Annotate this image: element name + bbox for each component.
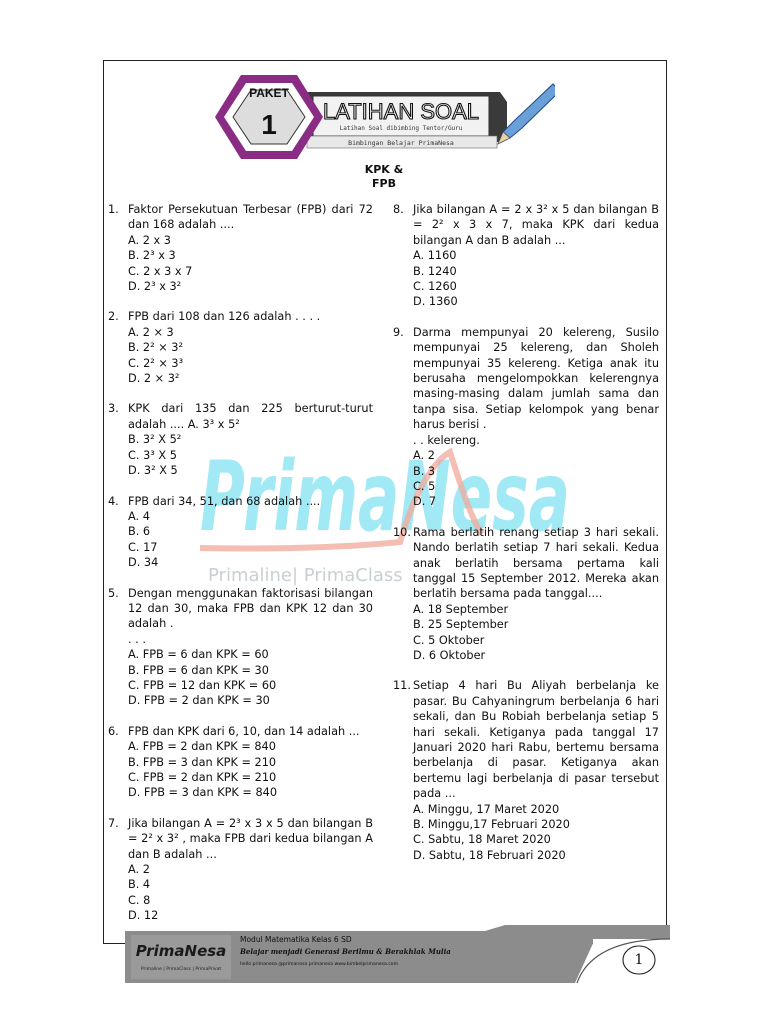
- answer-option: A. FPB = 2 dan KPK = 840: [128, 740, 276, 754]
- question-number: 2.: [108, 310, 119, 324]
- answer-option: B. 2² × 3²: [128, 341, 184, 355]
- paket-number: 1: [261, 109, 277, 140]
- footer-banner: [125, 925, 670, 987]
- answer-option: B. 25 September: [413, 618, 509, 632]
- question-stem: Faktor Persekutuan Terbesar (FPB) dari 72 dan 168 adalah ....: [128, 203, 373, 232]
- question-number: 11.: [393, 679, 411, 693]
- paket-label: PAKET: [249, 86, 289, 100]
- question-stem: Rama berlatih renang setiap 3 hari sekali. Nando berlatih setiap 7 hari sekali. Kedua anak berlatih bersama pertama kali tanggal 15 September 2012. Mereka akan berlatih bersama pada tanggal....: [413, 525, 659, 601]
- answer-option: A. FPB = 6 dan KPK = 60: [128, 648, 269, 662]
- header-org: Bimbingan Belajar PrimaNesa: [348, 139, 454, 147]
- answer-option: B. 3² X 5²: [128, 433, 182, 447]
- question-stem: FPB dari 34, 51, dan 68 adalah ....: [128, 494, 321, 508]
- answer-option: B. FPB = 3 dan KPK = 210: [128, 755, 277, 769]
- question-stem: FPB dan KPK dari 6, 10, dan 14 adalah ...: [128, 724, 360, 738]
- answer-option: C. 17: [128, 540, 158, 554]
- answer-option: B. 4: [128, 878, 151, 892]
- question-stem: KPK dari 135 dan 225 berturut-turut adalah .... A. 3³ x 5²: [128, 402, 373, 431]
- question-stem: Jika bilangan A = 2 x 3² x 5 dan bilangan B = 2² x 3 x 7, maka KPK dari kedua bilangan A dan B adalah ...: [413, 203, 659, 247]
- answer-option: D. 7: [413, 495, 437, 509]
- answer-option: B. 3: [413, 464, 436, 478]
- subtitle-line-1: KPK &: [364, 163, 404, 176]
- answer-option: B. Minggu,17 Februari 2020: [413, 818, 570, 832]
- answer-option: C. 3³ X 5: [128, 448, 177, 462]
- watermark-text: PrimaNesa: [200, 441, 570, 553]
- question-stem: Jika bilangan A = 2³ x 3 x 5 dan bilangan B = 2² x 3² , maka FPB dari kedua bilangan A dan B adalah ...: [128, 816, 373, 861]
- answer-option: A. 4: [128, 509, 150, 523]
- footer-brand: PrimaNesa: [135, 942, 227, 960]
- answer-option: C. 8: [128, 893, 151, 907]
- answer-option: D. 12: [128, 909, 159, 923]
- answer-option: C. FPB = 2 dan KPK = 210: [128, 771, 277, 784]
- header-tagline: Latihan Soal dibimbing Tentor/Guru: [339, 125, 463, 132]
- answer-option: A. 2 x 3: [128, 233, 171, 247]
- question-item: [108, 401, 373, 478]
- footer-slogan: Belajar menjadi Generasi Berilmu & Berakhlak Mulia: [240, 947, 451, 956]
- footer-module: Modul Matematika Kelas 6 SD: [240, 935, 352, 944]
- answer-option: C. 5 Oktober: [413, 633, 485, 647]
- question-item: [393, 525, 659, 664]
- questions-column-right: [393, 202, 659, 878]
- answer-option: D. 34: [128, 556, 159, 570]
- answer-option: . . kelereng.: [413, 433, 480, 447]
- question-stem: Dengan menggunakan faktorisasi bilangan 12 dan 30, maka FPB dan KPK 12 dan 30 adalah .: [128, 586, 373, 631]
- footer-brand-sub: Primaline | PrimaClass | PrimaPrivat: [140, 967, 222, 972]
- answer-option: D. 1360: [413, 295, 458, 309]
- subtitle-line-2: FPB: [372, 177, 396, 190]
- answer-option: B. 6: [128, 525, 151, 539]
- header-title: LATIHAN SOAL: [322, 99, 480, 124]
- answer-option: A. 2 × 3: [128, 325, 174, 339]
- answer-option: D. FPB = 2 dan KPK = 30: [128, 694, 270, 708]
- question-stem: Setiap 4 hari Bu Aliyah berbelanja ke pasar. Bu Cahyaningrum berbelanja 6 hari sekali, dan Bu Robiah berbelanja setiap 5 hari sekali. Ketiganya pada tanggal 17 Januari 2020 hari Rabu, bertemu bersama berbelanja di pasar. Ketiganya akan bertemu lagi berbelanja di pasar tersebut pada ...: [413, 679, 659, 801]
- header-banner: [215, 72, 555, 162]
- answer-option: D. Sabtu, 18 Februari 2020: [413, 848, 566, 862]
- question-number: 1.: [108, 203, 119, 216]
- question-item: [108, 724, 373, 801]
- page-subtitle: [330, 163, 438, 191]
- footer-contacts: hello primanesa @primanesa primanesa www.bimbelprimanesa.com: [240, 962, 399, 967]
- answer-option: A. 2: [413, 449, 435, 463]
- question-stem: FPB dari 108 dan 126 adalah . . . .: [128, 310, 321, 324]
- question-number: 10.: [393, 525, 411, 539]
- answer-option: D. 6 Oktober: [413, 648, 486, 662]
- answer-option: C. 2² × 3³: [128, 356, 184, 370]
- answer-option: . . .: [128, 632, 146, 646]
- question-stem: Darma mempunyai 20 kelereng, Susilo mempunyai 25 kelereng, dan Sholeh mempunyai 35 kelereng. Ketiga anak itu berusaha mengelompokkan kelerengnya masing-masing dalam jumlah sama dan tanpa sisa. Setiap kelompok yang benar harus berisi .: [413, 325, 659, 432]
- question-item: [108, 816, 373, 924]
- answer-option: D. 2³ x 3²: [128, 280, 182, 294]
- answer-option: C. 2 x 3 x 7: [128, 264, 193, 278]
- question-number: 4.: [108, 494, 119, 508]
- question-number: 5.: [108, 586, 119, 600]
- answer-option: C. Sabtu, 18 Maret 2020: [413, 833, 551, 847]
- answer-option: A. 2: [128, 863, 150, 877]
- answer-option: A. 1160: [413, 249, 457, 263]
- question-number: 8.: [393, 203, 404, 216]
- question-item: [108, 309, 373, 386]
- question-number: 7.: [108, 816, 119, 830]
- question-item: [108, 586, 373, 709]
- question-number: 6.: [108, 724, 119, 738]
- answer-option: C. 1260: [413, 280, 457, 294]
- questions-column-left: [108, 202, 373, 939]
- question-item: [393, 202, 659, 310]
- watermark-subtext: Primaline| PrimaClass: [208, 565, 403, 586]
- answer-option: D. FPB = 3 dan KPK = 840: [128, 786, 278, 800]
- question-item: [108, 202, 373, 294]
- question-item: [108, 494, 373, 571]
- answer-option: B. 1240: [413, 264, 457, 278]
- question-item: [393, 325, 659, 510]
- answer-option: D. 2 × 3²: [128, 372, 180, 386]
- question-number: 9.: [393, 325, 404, 339]
- question-number: 3.: [108, 402, 119, 416]
- answer-option: D. 3² X 5: [128, 464, 178, 478]
- answer-option: A. Minggu, 17 Maret 2020: [413, 802, 560, 816]
- page-number: 1: [634, 952, 644, 968]
- answer-option: C. FPB = 12 dan KPK = 60: [128, 678, 277, 692]
- answer-option: B. FPB = 6 dan KPK = 30: [128, 663, 269, 677]
- question-item: [393, 678, 659, 863]
- answer-option: C. 5: [413, 479, 436, 493]
- answer-option: A. 18 September: [413, 602, 509, 616]
- answer-option: B. 2³ x 3: [128, 249, 176, 263]
